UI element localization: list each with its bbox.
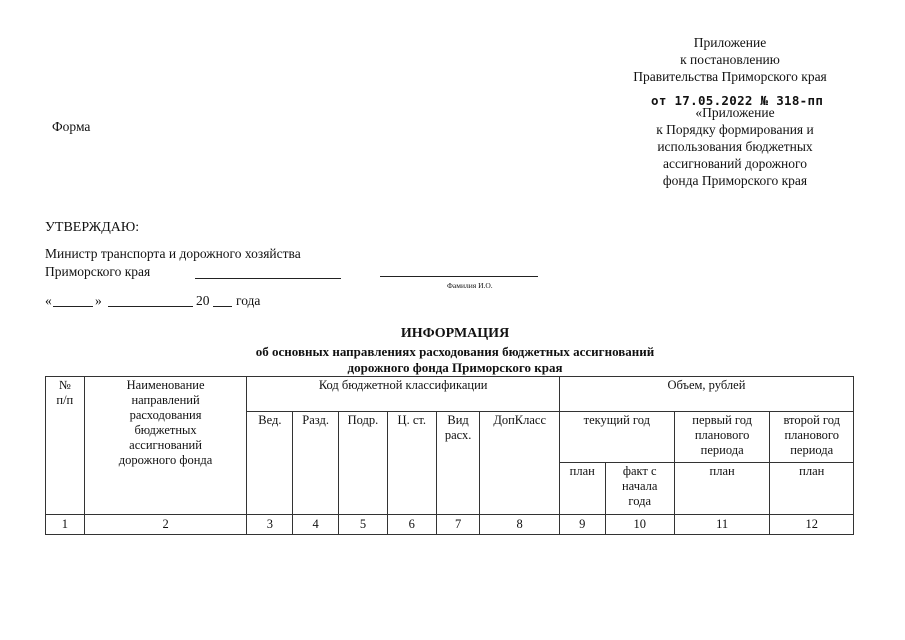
- col-number: 8: [480, 515, 559, 535]
- name-caption: Фамилия И.О.: [447, 281, 493, 290]
- appendix-ref: к постановлению: [680, 52, 780, 67]
- header-plan-first: план: [674, 463, 770, 515]
- approval-position-line1: Министр транспорта и дорожного хозяйства: [45, 246, 301, 261]
- col-number: 4: [293, 515, 339, 535]
- appendix-title: Приложение: [693, 35, 767, 50]
- col-number: 10: [605, 515, 674, 535]
- header-fact: факт с начала года: [605, 463, 674, 515]
- header-plan-second: план: [770, 463, 854, 515]
- date-month-line: [108, 306, 193, 307]
- date-suffix: года: [236, 293, 261, 308]
- name-line: [380, 276, 538, 277]
- header-num: № п/п: [46, 377, 85, 515]
- table-header-row-1: [46, 377, 854, 412]
- table-number-row: [46, 515, 854, 535]
- date-open-quote: «: [45, 293, 52, 308]
- col-number: 6: [387, 515, 436, 535]
- sub-appendix-line3: использования бюджетных: [657, 139, 813, 154]
- signature-line: [195, 278, 341, 279]
- sub-appendix-line2: к Порядку формирования и: [656, 122, 814, 137]
- header-volume-group: Объем, рублей: [559, 377, 853, 412]
- header-podr: Подр.: [339, 412, 388, 515]
- appendix-header: [600, 34, 860, 85]
- date-close-quote: »: [95, 293, 102, 308]
- col-number: 7: [436, 515, 480, 535]
- header-plan: план: [559, 463, 605, 515]
- document-subtitle: об основных направлениях расходования бюджетных ассигнований: [255, 344, 655, 359]
- date-day-line: [53, 306, 93, 307]
- col-number: 1: [46, 515, 85, 535]
- col-number: 12: [770, 515, 854, 535]
- form-label: Форма: [52, 119, 91, 134]
- decree-stamp: от 17.05.2022 № 318-пп: [651, 93, 824, 108]
- header-kbk-group: Код бюджетной классификации: [247, 377, 559, 412]
- sub-appendix-title: «Приложение: [695, 105, 775, 120]
- date-year-line: [213, 306, 232, 307]
- header-ved: Вед.: [247, 412, 293, 515]
- header-second-year: второй год планового периода: [770, 412, 854, 463]
- header-current-year: текущий год: [559, 412, 674, 463]
- header-razd: Разд.: [293, 412, 339, 515]
- col-number: 9: [559, 515, 605, 535]
- appendix-authority: Правительства Приморского края: [633, 69, 827, 84]
- appendix-subheader: [610, 104, 860, 189]
- col-number: 11: [674, 515, 770, 535]
- expenditure-table: [45, 376, 854, 535]
- header-name: Наименование направлений расходования бюджетных ассигнований дорожного фонда: [84, 377, 247, 515]
- header-cst: Ц. ст.: [387, 412, 436, 515]
- header-vid: Вид расх.: [436, 412, 480, 515]
- sub-appendix-line5: фонда Приморского края: [662, 173, 808, 188]
- document-title: ИНФОРМАЦИЯ: [400, 326, 510, 341]
- approval-heading: УТВЕРЖДАЮ:: [45, 220, 140, 235]
- approval-position-line2: Приморского края: [45, 264, 151, 279]
- col-number: 3: [247, 515, 293, 535]
- document-subtitle-2: дорожного фонда Приморского края: [347, 360, 563, 375]
- header-dopklass: ДопКласс: [480, 412, 559, 515]
- col-number: 5: [339, 515, 388, 535]
- date-year-prefix: 20: [196, 293, 210, 308]
- sub-appendix-line4: ассигнований дорожного: [663, 156, 807, 171]
- header-first-year: первый год планового периода: [674, 412, 770, 463]
- col-number: 2: [84, 515, 247, 535]
